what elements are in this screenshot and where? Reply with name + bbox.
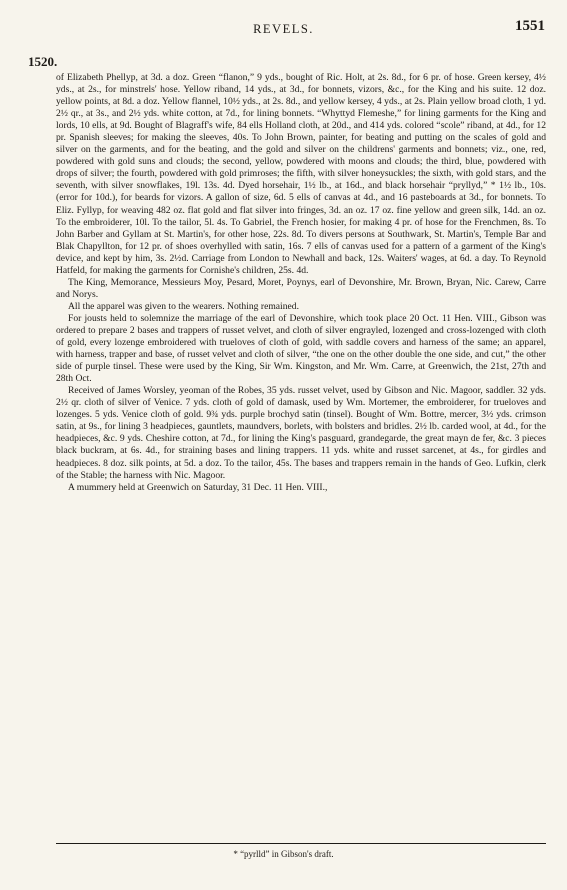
paragraph: The King, Memorance, Messieurs Moy, Pesard, Moret, Poynys, earl of Devonshire, Mr. Brown, Bryan, Nic. Carew, Carre and Norys. bbox=[56, 276, 546, 300]
footnote: * “pyrlld” in Gibson's draft. bbox=[233, 849, 334, 859]
footnote-rule bbox=[56, 843, 546, 844]
body-text bbox=[56, 72, 546, 494]
paragraph: For jousts held to solemnize the marriage of the earl of Devonshire, which took place 20 Oct. 11 Hen. VIII., Gibson was ordered to prepare 2 bases and trappers of russet velvet, and cloth of silver engrayled, lozenged and cross-lozenged with cloth of gold, every lozenge embroidered with trueloves of cloth of gold, with saddle covers and harness of the same; an apparel, with harness, trapper and base, of russet velvet and cloth of silver, “the one on the other double the one side, and cut,” the other side of purple tinsel. These were used by the King, Sir Wm. Kingston, and Mr. Wm. Carre, at Greenwich, the 21st, 27th and 28th Oct. bbox=[56, 312, 546, 385]
paragraph: All the apparel was given to the wearers. Nothing remained. bbox=[68, 300, 299, 312]
paragraph: A mummery held at Greenwich on Saturday, 31 Dec. 11 Hen. VIII., bbox=[68, 481, 328, 493]
paragraph: of Elizabeth Phellyp, at 3d. a doz. Green “flanon,” 9 yds., bought of Ric. Holt, at 2s. 8d., for 6 pr. of hose. Green kersey, 4½ yds., at 2s., for minstrels' hose. Yellow riband, 14 yds., at 3d., for bonnets, vizors, &c., for the King and his suite. 12 doz. yellow points, at 8d. a doz. Yellow flannel, 10½ yds., at 2s. 8d., and yellow kersey, 4 yds., at 2s. Plain yellow broad cloth, 1 yd. 2½ qr., at 3s., and 2½ yds. white cotton, at 7d., for lining bonnets. “Whyttyd Flemeshe,” for lining garments for the King and lords, 10 ells, at 9d. Bought of Blagraff's wife, 84 ells Holland cloth, at 20d., and 414 yds. colored “scole” riband, at 4d., for 12 pr. Spanish sleeves; for making the sleeves, 40s. To John Brown, painter, for beating and putting on the scales of gold and silver on the garments, and for the beating, and the gold and silver on the childrens' garments and bonnets; viz., one, red, powdered with gold suns and clouds; the second, yellow, powdered with moons and clouds; the third, blue, powdered with drops of silver; the fourth, powdered with gold primroses; the fifth, with silver honeysuckles; the sixth, with gold stars, and the seventh, with silver snowflakes, 19l. 13s. 4d. Dyed horsehair, 1½ lb., at 16d., and black horsehair “pryllyd,” * 1½ lb., 10s. (error for 10d.), for beards for vizors. A gallon of size, 6d. 5 ells of canvas at 4d., and 16 pasteboards at 3d., for bonnets. To Eliz. Fyllyp, for weaving 482 oz. flat gold and flat silver into fringes, 3d. an oz. 17 oz. fine yellow and green silk, 14d. an oz. To the embroiderer, 10l. To the tailor, 5l. 4s. To Gabriel, the French hosier, for making 4 pr. of hose for the Frenchmen, 8s. To John Barber and Gyllam at St. Martin's, for other hose, 22s. 8d. To divers persons at Southwark, St. Martin's, Temple Bar and Blak Chapyllton, for 12 pr. of shoes overhylled with satin, 16s. 7 ells of canvas used for a pattern of a garment of the King's device, and kept by him, 3s. 2½d. Carriage from London to Newhall and back, 12s. Waiters' wages, at 6d. a day. To Reynold Hatfeld, for making the garments for Cornishe's children, 25s. 4d. bbox=[56, 72, 546, 276]
running-title: REVELS. bbox=[253, 22, 314, 36]
page-number: 1551 bbox=[515, 18, 545, 34]
margin-year: 1520. bbox=[28, 54, 58, 69]
paragraph: Received of James Worsley, yeoman of the Robes, 35 yds. russet velvet, used by Gibson and Nic. Magoor, saddler. 32 yds. 2½ qr. cloth of silver of Venice. 7 yds. cloth of gold of damask, used by Wm. Mortemer, the embroiderer, for trueloves and lozenges. 5 yds. Venice cloth of gold. 9¾ yds. purple brochyd satin (tinsel). Bought of Wm. Bottre, mercer, 3½ yds. crimson satin, at 9s., for lining 3 headpieces, gauntlets, maundvers, borlets, with bolsters and bridles. 2½ lb. carded wool, at 4d., for the headpieces, &c. 9 yds. Cheshire cotton, at 7d., for lining the King's pasguard, grandegarde, the great mayn de fer, &c. 3 pieces black buckram, at 6s. 4d., for straining bases and lining trappers. 11 yds. white and russet sarcenet, at 4s., for girdles and headpieces. 8 doz. silk points, at 5d. a doz. To the tailor, 45s. The bases and trappers remain in the hands of Geo. Lufkin, clerk of the Stable; the harness with Nic. Magoor. bbox=[56, 385, 546, 481]
